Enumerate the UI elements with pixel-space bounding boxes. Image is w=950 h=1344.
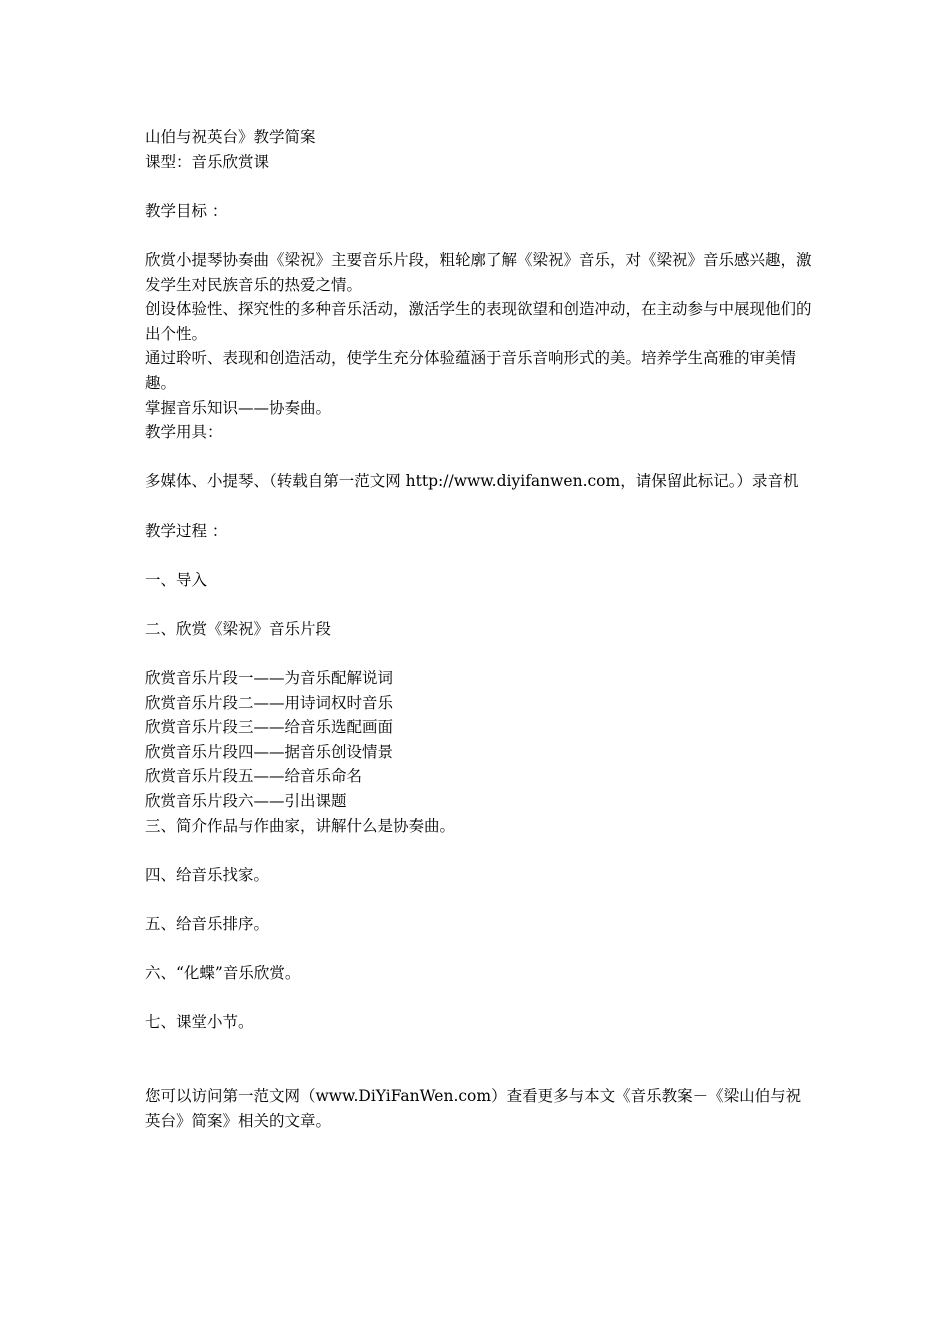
step-2: 二、欣赏《梁祝》音乐片段 xyxy=(145,619,332,638)
document-title: 山伯与祝英台》教学简案 xyxy=(145,128,316,146)
spacer xyxy=(145,838,813,863)
step-1: 一、导入 xyxy=(145,570,208,589)
step-3: 三、简介作品与作曲家，讲解什么是协奏曲。 xyxy=(145,816,456,835)
spacer xyxy=(145,937,813,962)
spacer xyxy=(145,174,813,199)
step-5: 五、给音乐排序。 xyxy=(145,915,270,933)
step-7: 七、课堂小节。 xyxy=(145,1013,254,1032)
spacer xyxy=(145,494,813,519)
spacer xyxy=(145,986,813,1011)
goal-item: 通过聆听、表现和创造活动，使学生充分体验蕴涵于音乐音响形式的美。培养学生高雅的审美情趣。 xyxy=(145,349,797,392)
segment-item: 欣赏音乐片段二——用诗词权时音乐 xyxy=(145,693,394,712)
segment-item: 欣赏音乐片段六——引出课题 xyxy=(145,792,347,811)
segment-item: 欣赏音乐片段三——给音乐选配画面 xyxy=(145,718,394,737)
process-heading: 教学过程 ： xyxy=(145,521,228,540)
spacer xyxy=(145,1035,813,1084)
spacer xyxy=(145,592,813,617)
spacer xyxy=(145,445,813,470)
tools-heading: 教学用具： xyxy=(145,423,223,442)
document-body xyxy=(145,125,813,1133)
goals-heading: 教学目标 ： xyxy=(145,201,228,220)
segment-item: 欣赏音乐片段一——为音乐配解说词 xyxy=(145,669,394,688)
goal-item: 欣赏小提琴协奏曲《梁祝》主要音乐片段，粗轮廓了解《梁祝》音乐，对《梁祝》音乐感兴趣，激发学生对民族音乐的热爱之情。 xyxy=(145,250,812,294)
segment-item: 欣赏音乐片段四——据音乐创设情景 xyxy=(145,742,394,761)
footer-note: 您可以访问第一范文网（www.DiYiFanWen.com）查看更多与本文《音乐教案－《梁山伯与祝英台》简案》相关的文章。 xyxy=(145,1087,802,1130)
goal-item: 创设体验性、探究性的多种音乐活动，激活学生的表现欲望和创造冲动，在主动参与中展现他们的出个性。 xyxy=(145,300,812,343)
spacer xyxy=(145,641,813,666)
goal-item: 掌握音乐知识——协奏曲。 xyxy=(145,398,332,417)
segment-item: 欣赏音乐片段五——给音乐命名 xyxy=(145,767,363,786)
step-4: 四、给音乐找家。 xyxy=(145,865,270,884)
lesson-type: 课型：音乐欣赏课 xyxy=(145,152,270,171)
spacer xyxy=(145,223,813,248)
spacer xyxy=(145,887,813,912)
spacer xyxy=(145,543,813,568)
step-6: 六、“化蝶”音乐欣赏。 xyxy=(145,964,301,983)
tools-text: 多媒体、小提琴、（转载自第一范文网 http://www.diyifanwen.com，请保留此标记。）录音机 xyxy=(145,472,799,491)
